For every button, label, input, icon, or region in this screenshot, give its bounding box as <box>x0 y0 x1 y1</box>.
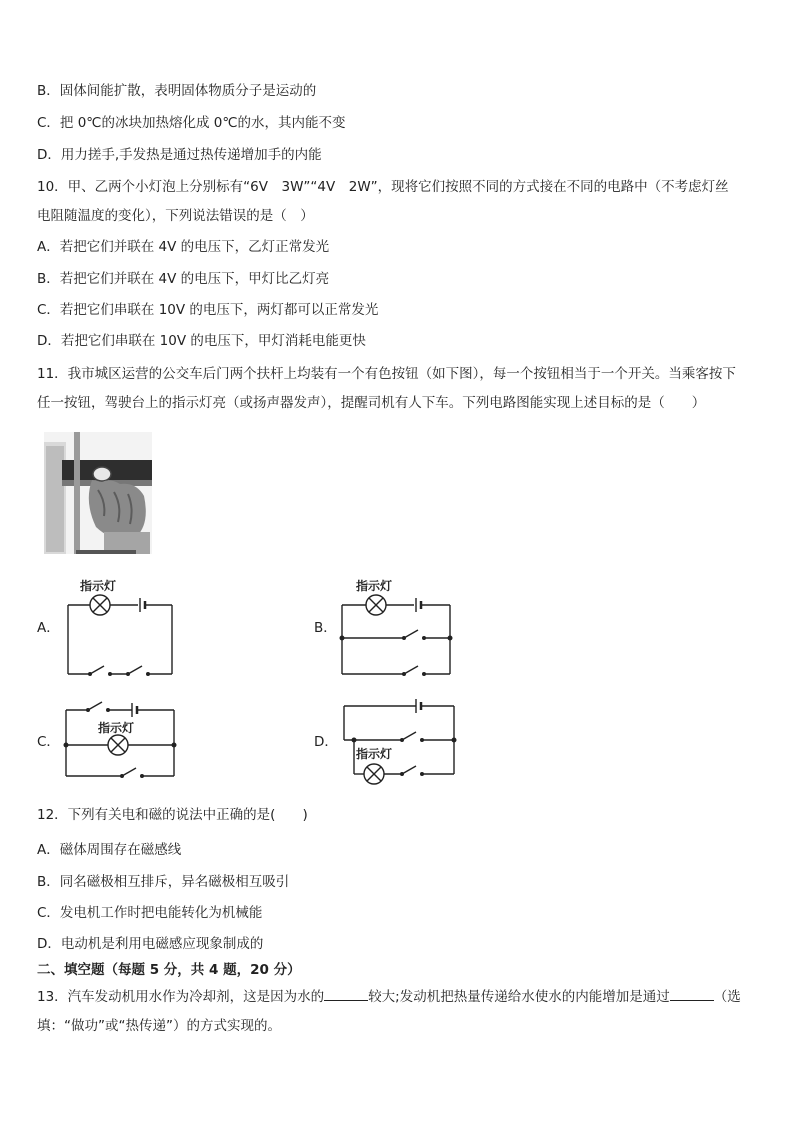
q13-text-part3: （选 <box>713 989 741 1005</box>
q10-option-a: A．若把它们并联在 4V 的电压下，乙灯正常发光 <box>37 239 330 255</box>
bus-button-photo <box>44 432 152 554</box>
q9-option-c: C．把 0℃的冰块加热熔化成 0℃的水，其内能不变 <box>37 115 346 131</box>
circuit-b-label: B． <box>314 620 337 636</box>
q13-line1 <box>37 987 741 1007</box>
q10-option-d: D．若把它们串联在 10V 的电压下，甲灯消耗电能更快 <box>37 333 366 349</box>
q10-stem-line2: 电阻随温度的变化），下列说法错误的是（ ） <box>37 208 314 224</box>
circuit-d-diagram <box>336 696 460 792</box>
circuit-b-diagram <box>336 574 456 684</box>
circuit-c-diagram <box>60 696 180 782</box>
q11-stem-line1: 11．我市城区运营的公交车后门两个扶杆上均装有一个有色按钮（如下图），每一个按钮相当于一个开关。当乘客按下 <box>37 366 736 382</box>
circuit-c-lamp-label: 指示灯 <box>98 721 135 735</box>
q12-stem: 12．下列有关电和磁的说法中正确的是( ) <box>37 807 308 823</box>
circuit-a-lamp-label: 指示灯 <box>80 579 117 593</box>
q13-blank-1[interactable] <box>324 987 368 1001</box>
q13-line2: 填：“做功”或“热传递”）的方式实现的。 <box>37 1018 281 1034</box>
circuit-c-label: C． <box>37 734 60 750</box>
q12-option-c: C．发电机工作时把电能转化为机械能 <box>37 905 263 921</box>
q10-stem-line1: 10．甲、乙两个小灯泡上分别标有“6V 3W”“4V 2W”，现将它们按照不同的方式接在不同的电路中（不考虑灯丝 <box>37 179 729 195</box>
q11-stem-line2: 任一按钮，驾驶台上的指示灯亮（或扬声器发声），提醒司机有人下车。下列电路图能实现上述目标的是（ ） <box>37 395 706 411</box>
q13-text-part1: 13．汽车发动机用水作为冷却剂，这是因为水的 <box>37 989 325 1005</box>
q9-option-b: B．固体间能扩散，表明固体物质分子是运动的 <box>37 83 317 99</box>
q9-option-d: D．用力搓手,手发热是通过热传递增加手的内能 <box>37 147 322 163</box>
q10-option-c: C．若把它们串联在 10V 的电压下，两灯都可以正常发光 <box>37 302 379 318</box>
q10-option-b: B．若把它们并联在 4V 的电压下，甲灯比乙灯亮 <box>37 271 330 287</box>
q13-text-part2: 较大;发动机把热量传递给水使水的内能增加是通过 <box>368 989 670 1005</box>
circuit-b-lamp-label: 指示灯 <box>356 579 393 593</box>
q12-option-b: B．同名磁极相互排斥，异名磁极相互吸引 <box>37 874 290 890</box>
circuit-a-label: A． <box>37 620 60 636</box>
q12-option-a: A．磁体周围存在磁感线 <box>37 842 182 858</box>
circuit-a-diagram <box>60 574 180 684</box>
q13-blank-2[interactable] <box>670 987 714 1001</box>
circuit-d-label: D． <box>314 734 338 750</box>
circuit-d-lamp-label: 指示灯 <box>356 747 393 761</box>
section-fill-in-heading: 二、填空题（每题 5 分，共 4 题，20 分） <box>37 962 301 978</box>
q12-option-d: D．电动机是利用电磁感应现象制成的 <box>37 936 264 952</box>
